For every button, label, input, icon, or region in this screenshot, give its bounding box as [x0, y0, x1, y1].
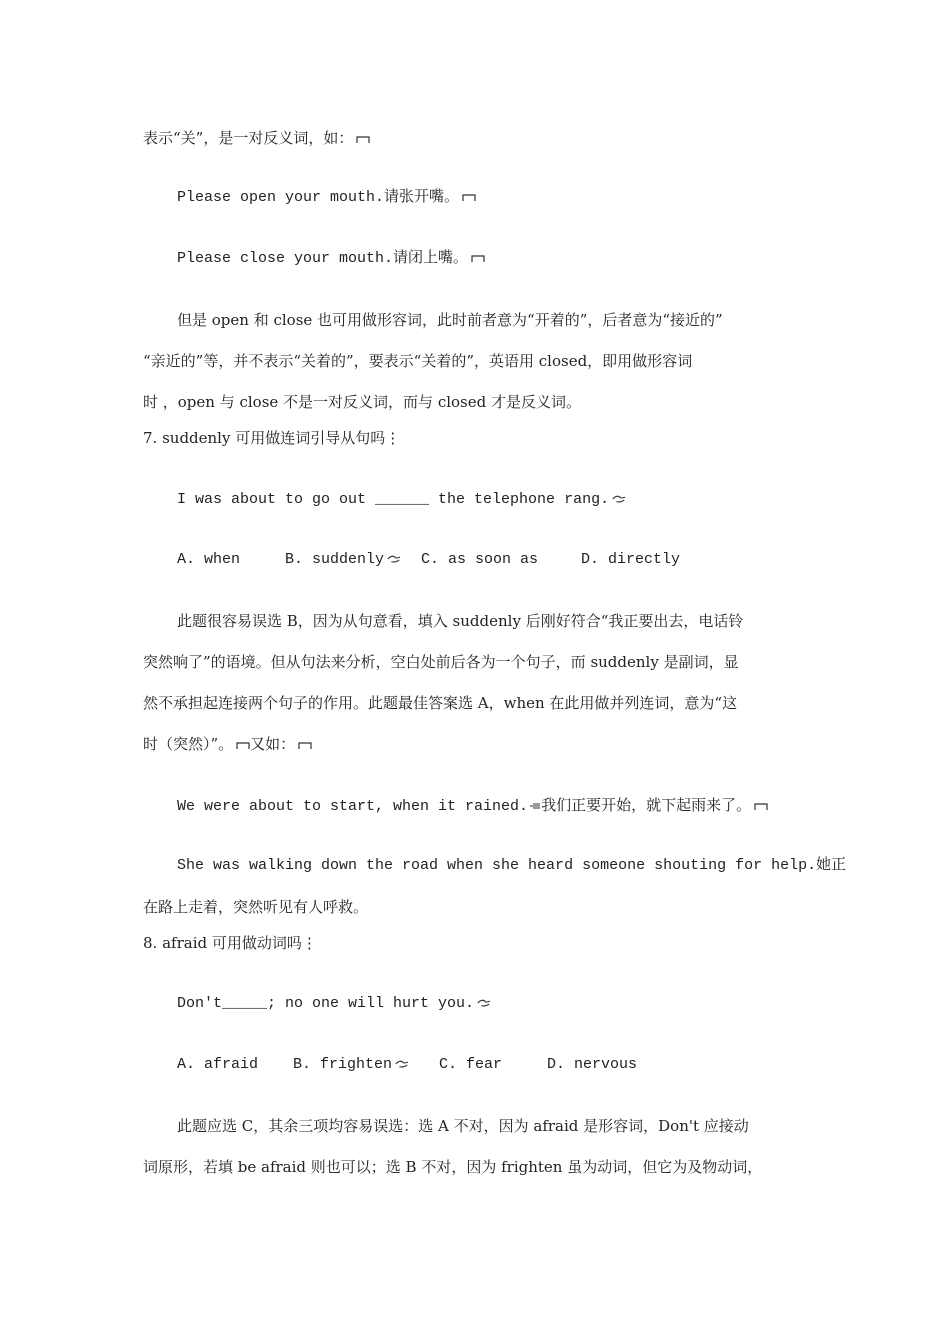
return-mark-icon — [236, 740, 250, 750]
return-mark-icon — [462, 192, 476, 202]
paragraph-line: 突然响了”的语境。但从句法来分析，空白处前后各为一个句子，而 suddenly 是副词，显 — [143, 653, 739, 671]
text-segment: 表示“关”，是一对反义词，如： — [143, 129, 354, 147]
text-line — [143, 128, 370, 148]
question-sentence — [177, 490, 626, 510]
paragraph-line: 但是 open 和 close 也可用做形容词，此时前者意为“开着的”，后者意为“接近的” — [177, 311, 723, 329]
option-b — [293, 1055, 409, 1075]
paragraph-line: 然不承担起连接两个句子的作用。此题最佳答案选 A，when 在此用做并列连词，意为“这 — [143, 694, 738, 712]
option-c: C. as soon as — [421, 551, 539, 568]
paragraph-line: 在路上走着，突然听见有人呼救。 — [143, 898, 369, 916]
paragraph-line: “亲近的”等，并不表示“关着的”，要表示“关着的”，英语用 closed，即用做形容词 — [143, 352, 693, 370]
text-segment: 我们正要开始，就下起雨来了。 — [541, 796, 752, 814]
option-a: A. afraid — [177, 1056, 259, 1073]
paragraph-line: 此题很容易误选 B，因为从句意看，填入 suddenly 后刚好符合“我正要出去，电话铃 — [177, 612, 744, 630]
text-segment: I was about to go out ______ the telephone rang. — [177, 491, 610, 508]
text-segment: Please open your mouth.请张开嘴。 — [177, 189, 460, 206]
return-mark-icon — [298, 740, 312, 750]
question-sentence — [177, 994, 491, 1014]
text-segment: 时（突然）”。 — [143, 735, 234, 753]
text-segment: Don't_____; no one will hurt you. — [177, 995, 475, 1012]
option-d: D. nervous — [547, 1056, 638, 1073]
drawing-mark-icon — [612, 494, 626, 504]
option-d: D. directly — [581, 551, 681, 568]
option-b — [285, 550, 401, 570]
text-line — [177, 249, 485, 269]
return-mark-icon — [754, 801, 768, 811]
paragraph-line: 词原形，若填 be afraid 则也可以；选 B 不对，因为 frighten 虽为动词，但它为及物动词， — [143, 1158, 763, 1176]
paragraph-line: She was walking down the road when she heard someone shouting for help.她正 — [177, 857, 847, 874]
text-line — [143, 734, 312, 754]
text-line — [177, 795, 768, 817]
text-line — [177, 188, 476, 208]
paragraph-line: 此题应选 C，其余三项均容易误选：选 A 不对，因为 afraid 是形容词，Don't 应接动 — [177, 1117, 749, 1135]
drawing-mark-icon — [395, 1059, 409, 1069]
option-a: A. when — [177, 551, 241, 568]
return-mark-icon — [356, 134, 370, 144]
option-c: C. fear — [439, 1056, 503, 1073]
drawing-mark-icon — [477, 998, 491, 1008]
text-segment: 又如： — [250, 735, 296, 753]
return-mark-icon — [471, 253, 485, 263]
text-segment: Please close your mouth.请闭上嘴。 — [177, 250, 469, 267]
question-heading: 7. suddenly 可用做连词引导从句吗⋮ — [143, 429, 401, 447]
question-heading: 8. afraid 可用做动词吗⋮ — [143, 934, 317, 952]
text-segment: B. frighten — [293, 1056, 393, 1073]
text-segment: We were about to start, when it rained. — [177, 798, 529, 815]
drawing-mark-icon — [387, 554, 401, 564]
paragraph-line: 时 ，open 与 close 不是一对反义词，而与 closed 才是反义词。 — [143, 393, 581, 411]
dash-mark-icon — [529, 801, 541, 811]
text-segment: B. suddenly — [285, 551, 385, 568]
